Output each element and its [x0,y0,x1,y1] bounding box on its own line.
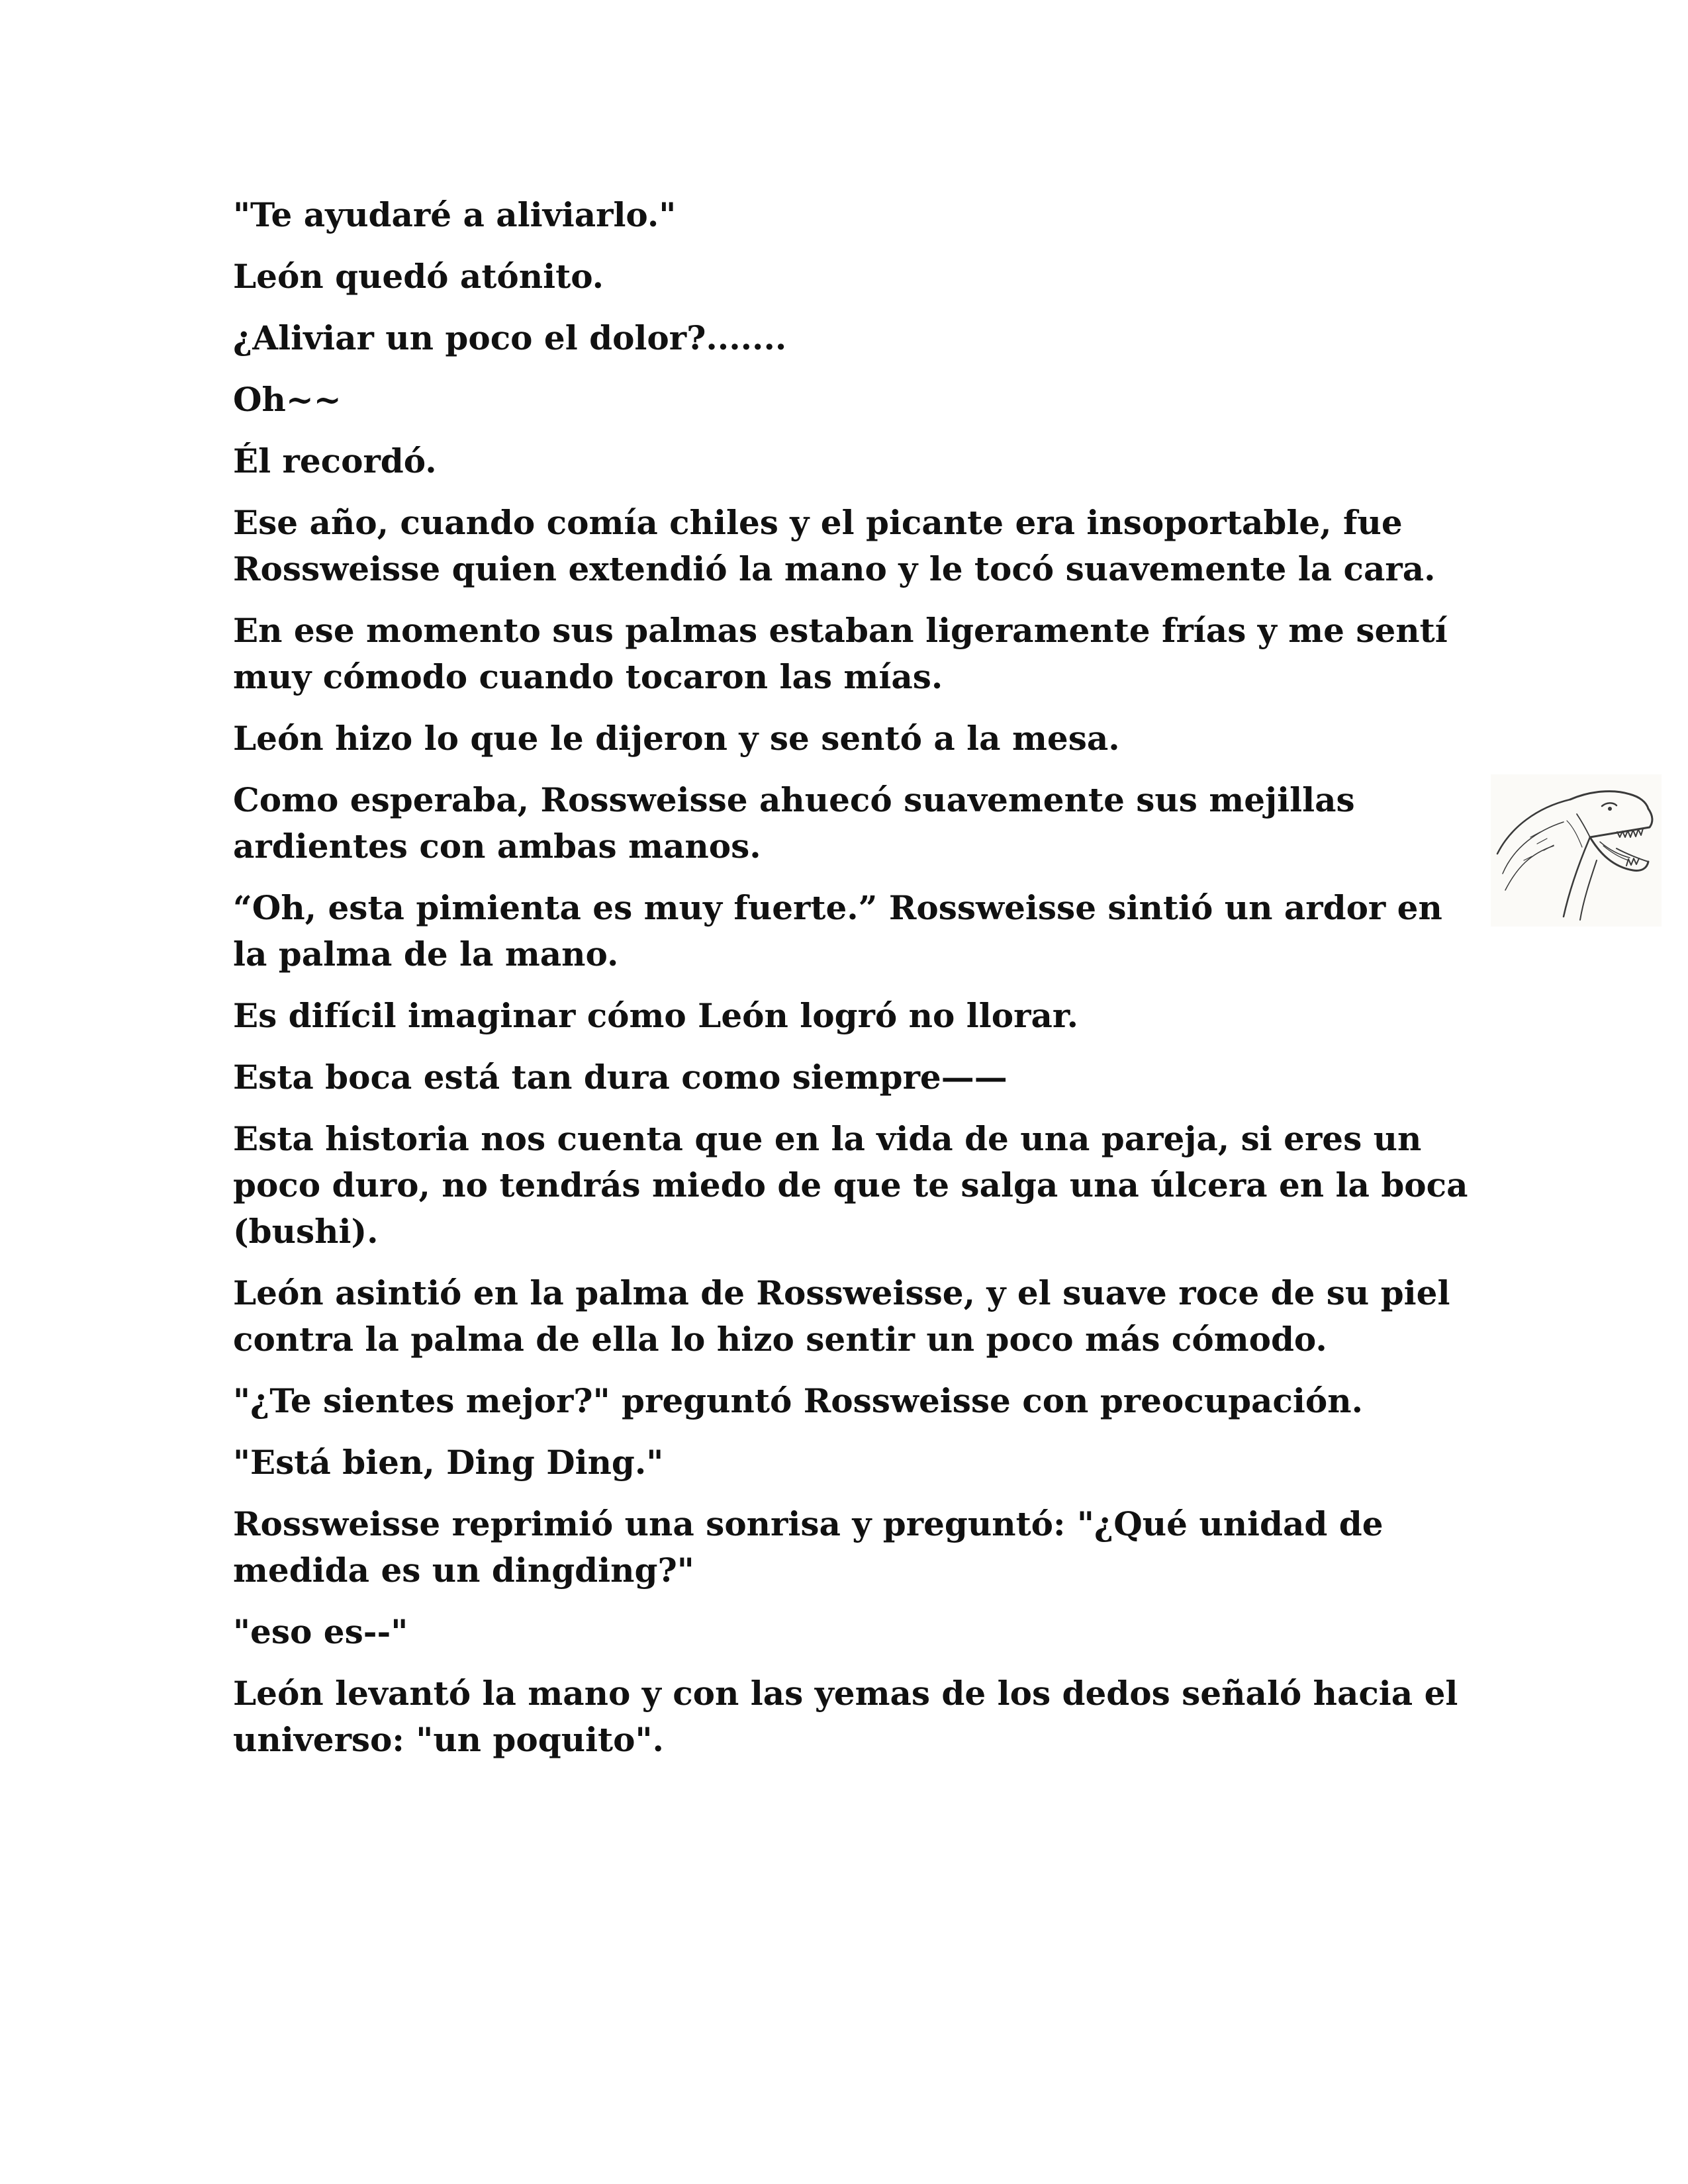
paragraph: “Oh, esta pimienta es muy fuerte.” Rossweisse sintió un ardor en la palma de la mano. [233,888,1442,974]
paragraph: "Te ayudaré a aliviarlo." [233,195,677,234]
paragraph: León asintió en la palma de Rossweisse, y el suave roce de su piel contra la palma de ella lo hizo sentir un poco más cómodo. [233,1273,1450,1359]
paragraph: Esta boca está tan dura como siempre—— [233,1058,1008,1097]
paragraph: Él recordó. [233,441,437,480]
paragraph: León levantó la mano y con las yemas de los dedos señaló hacia el universo: "un poquito". [233,1674,1458,1759]
paragraph: León quedó atónito. [233,257,604,296]
paragraph: En ese momento sus palmas estaban ligeramente frías y me sentí muy cómodo cuando tocaron las mías. [233,611,1448,696]
dinosaur-head-sketch-icon [1491,774,1662,927]
paragraph: Rossweisse reprimió una sonrisa y preguntó: "¿Qué unidad de medida es un dingding?" [233,1504,1383,1590]
paragraph: Esta historia nos cuenta que en la vida de una pareja, si eres un poco duro, no tendrás miedo de que te salga una úlcera en la boca (bushi). [233,1119,1468,1251]
paragraph: "¿Te sientes mejor?" preguntó Rossweisse con preocupación. [233,1381,1363,1420]
paragraph: Ese año, cuando comía chiles y el picante era insoportable, fue Rossweisse quien extendió la mano y le tocó suavemente la cara. [233,503,1436,588]
paragraph: ¿Aliviar un poco el dolor?....... [233,318,787,357]
paragraph: León hizo lo que le dijeron y se sentó a la mesa. [233,719,1120,758]
paragraph: "eso es--" [233,1612,408,1651]
story-text [233,192,1477,1778]
paragraph: Oh~~ [233,380,342,419]
paragraph: Es difícil imaginar cómo León logró no llorar. [233,996,1079,1035]
paragraph: Como esperaba, Rossweisse ahuecó suavemente sus mejillas ardientes con ambas manos. [233,780,1355,866]
paragraph: "Está bien, Ding Ding." [233,1443,664,1482]
